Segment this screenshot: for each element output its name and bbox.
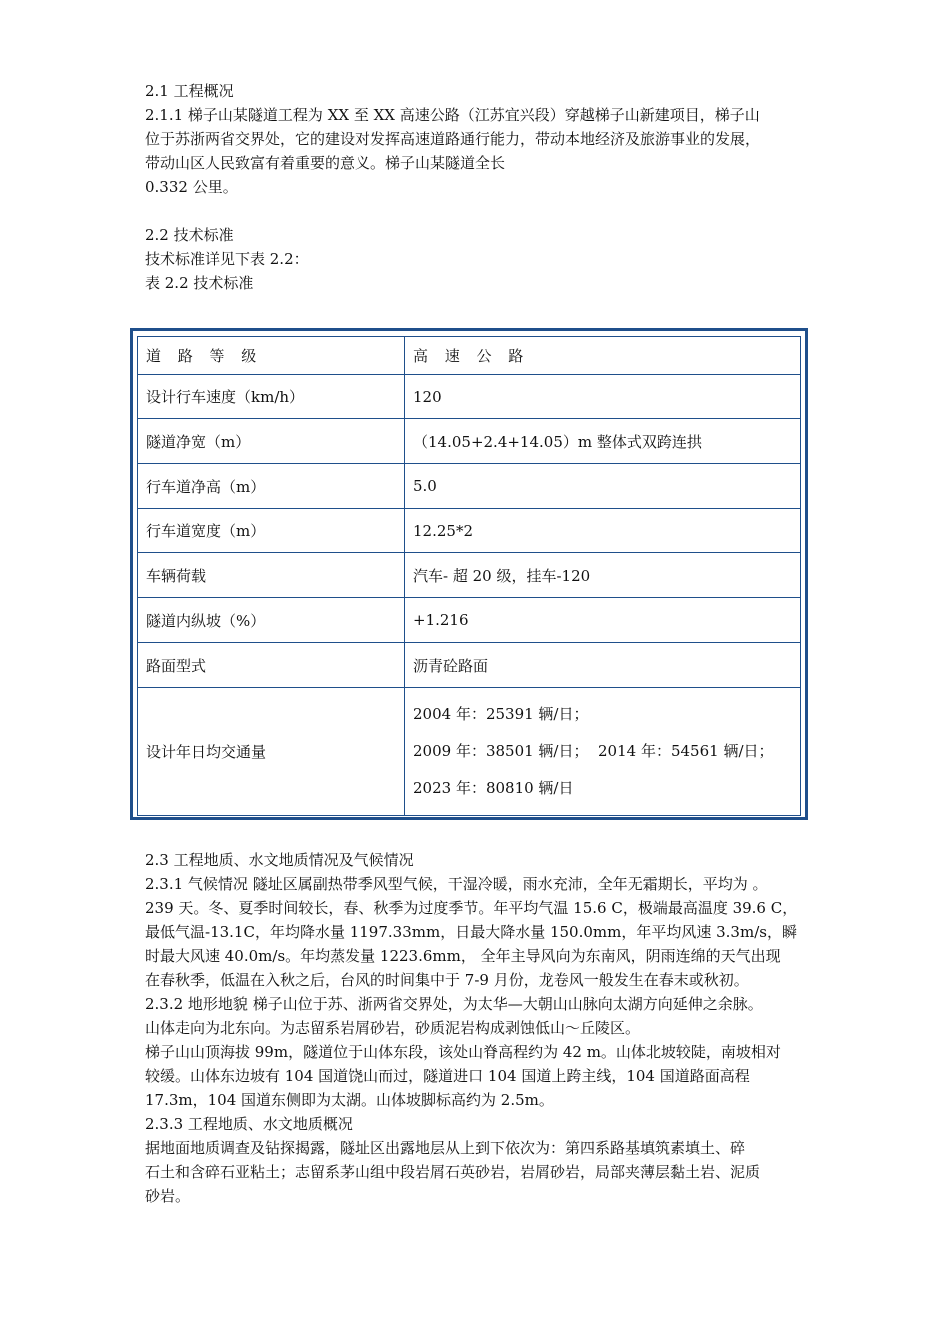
table-cell-label: 隧道净宽（m） [138, 419, 405, 464]
section-2-1-line: 2.1.1 梯子山某隧道工程为 XX 至 XX 高速公路（江苏宜兴段）穿越梯子山新建项目，梯子山 [145, 106, 760, 124]
table-cell-label: 行车道净高（m） [138, 464, 405, 509]
top-text-block [145, 79, 815, 295]
table-row-traffic [138, 688, 801, 816]
table-row [138, 643, 801, 688]
section-2-3-line: 17.3m，104 国道东侧即为太湖。山体坡脚标高约为 2.5m。 [145, 1091, 554, 1109]
table-row [138, 337, 801, 375]
section-2-3-line: 据地面地质调查及钻探揭露，隧址区出露地层从上到下依次为：第四系路基填筑素填土、碎 [145, 1139, 746, 1157]
traffic-line: 2004 年：25391 辆/日； [413, 705, 589, 723]
table-row [138, 509, 801, 553]
section-2-1-heading: 2.1 工程概况 [145, 82, 234, 100]
section-2-3-line: 砂岩。 [145, 1187, 191, 1205]
section-2-3-line: 石土和含碎石亚粘土；志留系茅山组中段岩屑石英砂岩，岩屑砂岩，局部夹薄层黏土岩、泥质 [145, 1163, 761, 1181]
table-cell-value: 12.25*2 [405, 509, 801, 553]
section-2-2-heading: 2.2 技术标准 [145, 226, 234, 244]
tech-standard-table-frame [130, 328, 808, 820]
section-2-3-heading: 2.3 工程地质、水文地质情况及气候情况 [145, 851, 414, 869]
table-row [138, 598, 801, 643]
traffic-line: 2009 年：38501 辆/日； 2014 年：54561 辆/日； [413, 742, 774, 760]
section-2-1-line: 带动山区人民致富有着重要的意义。梯子山某隧道全长 [145, 154, 506, 172]
table-cell-value: 汽车- 超 20 级，挂车-120 [405, 553, 801, 598]
section-2-3-line: 梯子山山顶海拔 99m，隧道位于山体东段，该处山脊高程约为 42 m。山体北坡较陡，南坡相对 [145, 1043, 781, 1061]
section-2-3-3-heading: 2.3.3 工程地质、水文地质概况 [145, 1115, 353, 1133]
section-2-3-line: 在春秋季，低温在入秋之后，台风的时间集中于 7-9 月份，龙卷风一般发生在春末或秋初。 [145, 971, 749, 989]
table-row [138, 419, 801, 464]
table-cell-label: 设计年日均交通量 [138, 688, 405, 816]
table-cell-label: 行车道宽度（m） [138, 509, 405, 553]
bottom-text-block [145, 848, 815, 1208]
section-2-1-line: 位于苏浙两省交界处，它的建设对发挥高速道路通行能力，带动本地经济及旅游事业的发展， [145, 130, 761, 148]
table-cell-label: 隧道内纵坡（%） [138, 598, 405, 643]
section-2-1-line: 0.332 公里。 [145, 178, 238, 196]
section-2-3-line: 239 天。冬、夏季时间较长，春、秋季为过度季节。年平均气温 15.6 C，极端最高温度 39.6 C， [145, 899, 798, 917]
table-cell-value: 5.0 [405, 464, 801, 509]
traffic-line: 2023 年：80810 辆/日 [413, 779, 574, 797]
table-cell-label: 设计行车速度（km/h） [138, 375, 405, 419]
tech-standard-table [137, 336, 801, 816]
table-cell-traffic-values [405, 688, 801, 816]
table-cell-value: 高 速 公 路 [405, 337, 801, 375]
section-2-3-line: 较缓。山体东边坡有 104 国道饶山而过，隧道进口 104 国道上跨主线，104 国道路面高程 [145, 1067, 750, 1085]
spacer [145, 199, 815, 223]
table-caption: 表 2.2 技术标准 [145, 274, 254, 292]
table-row [138, 464, 801, 509]
table-cell-value: 120 [405, 375, 801, 419]
section-2-3-line: 时最大风速 40.0m/s。年均蒸发量 1223.6mm， 全年主导风向为东南风，阴雨连绵的天气出现 [145, 947, 781, 965]
section-2-3-line: 2.3.2 地形地貌 梯子山位于苏、浙两省交界处，为太华—大朝山山脉向太湖方向延伸之余脉。 [145, 995, 763, 1013]
table-row [138, 553, 801, 598]
section-2-3-line: 最低气温-13.1C，年均降水量 1197.33mm，日最大降水量 150.0mm，年平均风速 3.3m/s，瞬 [145, 923, 797, 941]
table-cell-value: （14.05+2.4+14.05）m 整体式双跨连拱 [405, 419, 801, 464]
table-cell-value: +1.216 [405, 598, 801, 643]
section-2-3-line: 2.3.1 气候情况 隧址区属副热带季风型气候，干湿冷暖，雨水充沛，全年无霜期长，平均为 。 [145, 875, 768, 893]
table-cell-value: 沥青砼路面 [405, 643, 801, 688]
table-cell-label: 车辆荷载 [138, 553, 405, 598]
table-row [138, 375, 801, 419]
table-cell-label: 道 路 等 级 [138, 337, 405, 375]
table-cell-label: 路面型式 [138, 643, 405, 688]
section-2-3-line: 山体走向为北东向。为志留系岩屑砂岩，砂质泥岩构成剥蚀低山～丘陵区。 [145, 1019, 641, 1037]
section-2-2-intro: 技术标准详见下表 2.2： [145, 250, 309, 268]
